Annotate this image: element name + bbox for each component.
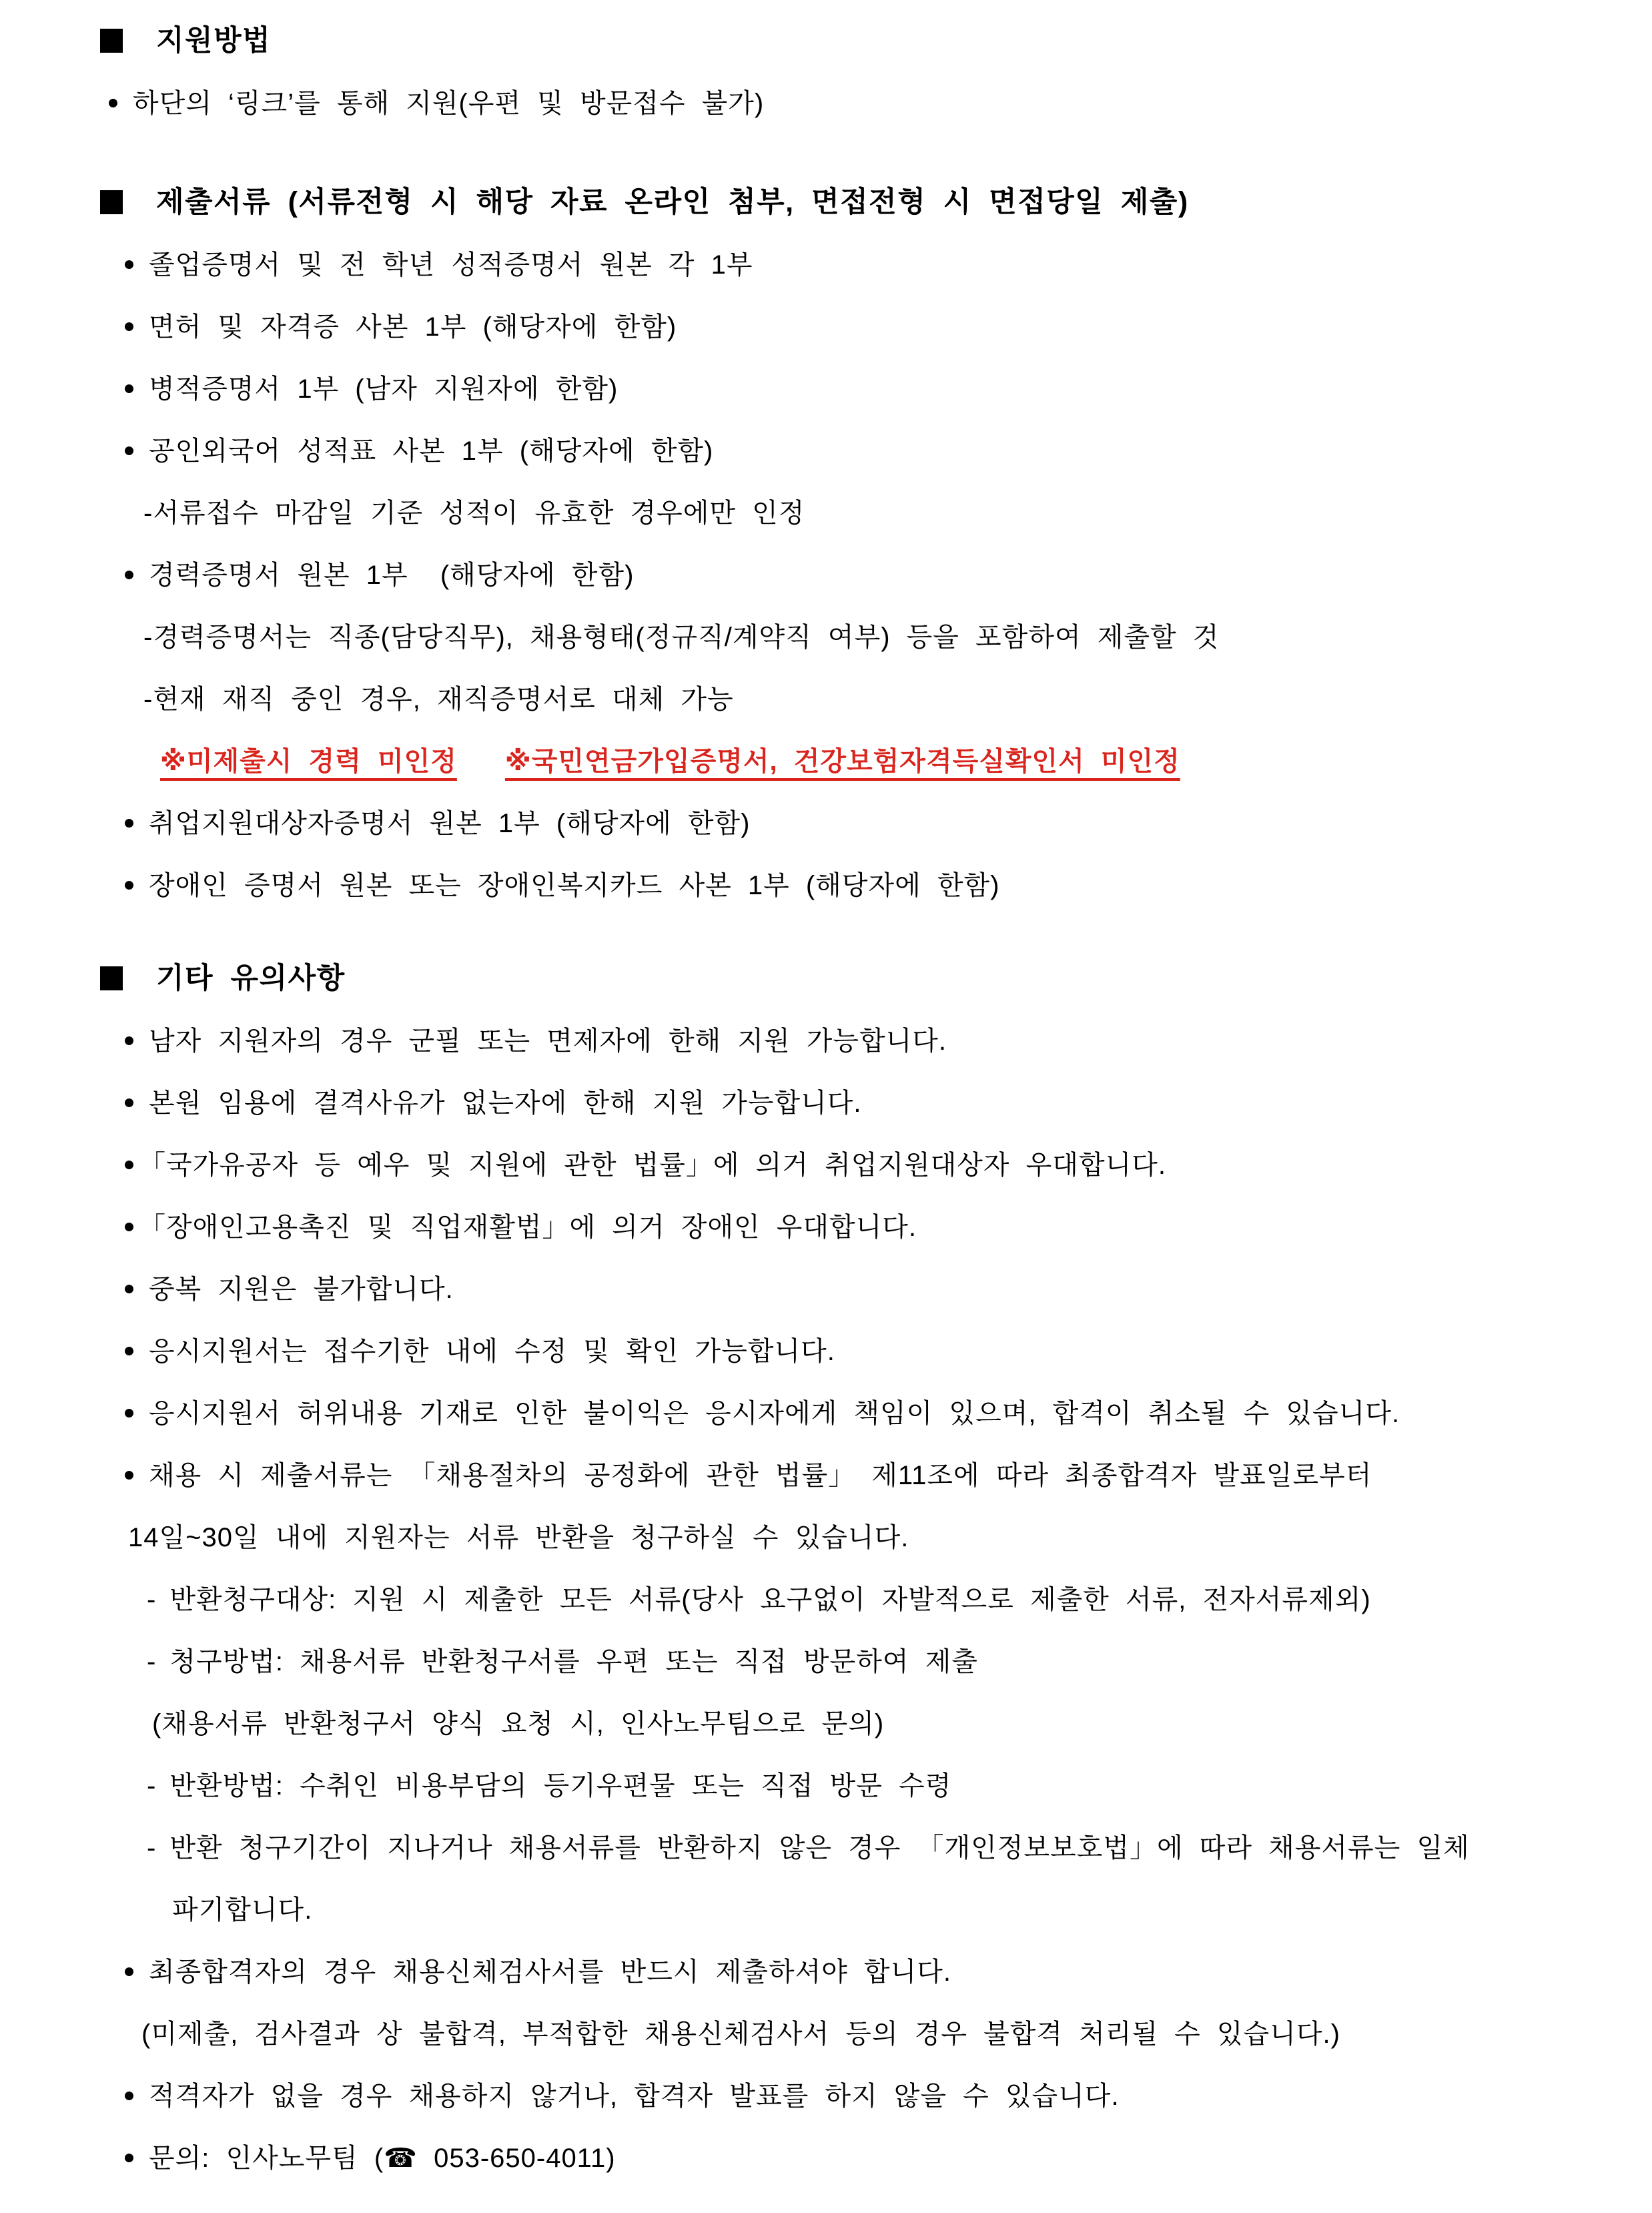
dash-icon: - — [143, 498, 153, 528]
continuation-line — [0, 1506, 1652, 1568]
bullet-item — [0, 1072, 1652, 1134]
section-title: 지원방법 — [156, 24, 272, 57]
item-text: 14일~30일 내에 지원자는 서류 반환을 청구하실 수 있습니다. — [128, 1522, 909, 1552]
bullet-dot-icon — [125, 1098, 133, 1107]
item-text: 공인외국어 성적표 사본 1부 (해당자에 한함) — [149, 436, 714, 466]
dash-icon: - — [147, 1646, 157, 1676]
section-header — [0, 947, 1652, 1010]
dash-icon: - — [143, 622, 153, 652]
bullet-dot-icon — [125, 384, 133, 393]
sub-note-item — [0, 668, 1652, 730]
bullet-item — [0, 1010, 1652, 1072]
bullet-dot-icon — [125, 1409, 133, 1417]
item-text: 반환 청구기간이 지나거나 채용서류를 반환하지 않은 경우 「개인정보보호법」에 따라 채용서류는 일체 — [169, 1833, 1470, 1863]
continuation-line — [0, 1692, 1652, 1755]
item-text: (미제출, 검사결과 상 불합격, 부적합한 채용신체검사서 등의 경우 불합격 처리될 수 있습니다.) — [141, 2019, 1340, 2049]
item-text: 반환청구대상: 지원 시 제출한 모든 서류(당사 요구없이 자발적으로 제출한 서류, 전자서류제외) — [169, 1584, 1371, 1614]
bullet-item — [0, 2065, 1652, 2127]
item-text: 서류접수 마감일 기준 성적이 유효한 경우에만 인정 — [153, 498, 805, 528]
dash-icon: - — [147, 1833, 157, 1863]
bullet-dot-icon — [125, 1967, 133, 1976]
item-text: 응시지원서 허위내용 기재로 인한 불이익은 응시자에게 책임이 있으며, 합격이 취소될 수 있습니다. — [149, 1398, 1400, 1428]
bullet-dot-icon — [125, 571, 133, 579]
item-text: 응시지원서는 접수기한 내에 수정 및 확인 가능합니다. — [149, 1336, 835, 1366]
sub-note-item — [0, 606, 1652, 668]
section-title: 기타 유의사항 — [156, 962, 346, 994]
bullet-item — [0, 358, 1652, 420]
dash-item — [0, 1817, 1652, 1879]
red-warning-segment: ※국민연금가입증명서, 건강보험자격득실확인서 미인정 — [504, 746, 1180, 776]
bullet-item — [0, 792, 1652, 854]
item-text: 청구방법: 채용서류 반환청구서를 우편 또는 직접 방문하여 제출 — [169, 1646, 978, 1676]
bullet-item — [0, 544, 1652, 606]
dash-icon: - — [147, 1771, 157, 1801]
item-text: 현재 재직 중인 경우, 재직증명서로 대체 가능 — [153, 684, 734, 714]
bullet-dot-icon — [109, 99, 117, 107]
bullet-item — [0, 2127, 1652, 2189]
bullet-dot-icon — [125, 1223, 133, 1231]
red-warning-segment: ※미제출시 경력 미인정 — [160, 746, 457, 776]
bullet-item — [0, 1444, 1652, 1506]
item-text: 장애인 증명서 원본 또는 장애인복지카드 사본 1부 (해당자에 한함) — [149, 870, 1000, 900]
item-text: 면허 및 자격증 사본 1부 (해당자에 한함) — [149, 312, 677, 342]
item-text: 문의: 인사노무팀 (☎ 053-650-4011) — [149, 2143, 616, 2173]
bullet-dot-icon — [125, 446, 133, 455]
bullet-dot-icon — [125, 1161, 133, 1169]
section-title: 제출서류 (서류전형 시 해당 자료 온라인 첨부, 면접전형 시 면접당일 제출) — [156, 186, 1189, 218]
item-text: (채용서류 반환청구서 양식 요청 시, 인사노무팀으로 문의) — [152, 1708, 885, 1738]
item-text: 졸업증명서 및 전 학년 성적증명서 원본 각 1부 — [149, 250, 753, 280]
continuation-line — [0, 1879, 1652, 1941]
sub-note-item — [0, 482, 1652, 544]
bullet-item — [0, 296, 1652, 358]
bullet-item — [0, 854, 1652, 916]
item-text: 파기합니다. — [172, 1895, 313, 1925]
section-square-icon — [100, 29, 123, 53]
bullet-dot-icon — [125, 819, 133, 828]
bullet-item — [0, 72, 1652, 134]
dash-item — [0, 1755, 1652, 1817]
dash-icon: - — [143, 684, 153, 714]
item-text: 「장애인고용촉진 및 직업재활법」에 의거 장애인 우대합니다. — [139, 1212, 917, 1242]
item-text: 중복 지원은 불가합니다. — [149, 1274, 454, 1304]
bullet-item — [0, 1382, 1652, 1444]
bullet-item — [0, 420, 1652, 482]
continuation-line — [0, 2003, 1652, 2065]
item-text: 채용 시 제출서류는 「채용절차의 공정화에 관한 법률」 제11조에 따라 최종합격자 발표일로부터 — [149, 1460, 1372, 1490]
bullet-dot-icon — [125, 1285, 133, 1293]
bullet-dot-icon — [125, 1347, 133, 1355]
bullet-dot-icon — [125, 322, 133, 331]
bullet-item — [0, 1941, 1652, 2003]
item-text: 경력증명서는 직종(담당직무), 채용형태(정규직/계약직 여부) 등을 포함하여 제출할 것 — [153, 622, 1220, 652]
bullet-dot-icon — [125, 2154, 133, 2162]
bullet-item — [0, 1258, 1652, 1320]
dash-item — [0, 1630, 1652, 1692]
section-header — [0, 171, 1652, 234]
bullet-dot-icon — [125, 1471, 133, 1480]
section-square-icon — [100, 966, 123, 990]
dash-item — [0, 1568, 1652, 1630]
bullet-dot-icon — [125, 881, 133, 890]
dash-icon: - — [147, 1584, 157, 1614]
item-text: 본원 임용에 결격사유가 없는자에 한해 지원 가능합니다. — [149, 1088, 862, 1118]
item-text: 취업지원대상자증명서 원본 1부 (해당자에 한함) — [149, 808, 751, 838]
item-text: 최종합격자의 경우 채용신체검사서를 반드시 제출하셔야 합니다. — [149, 1957, 951, 1987]
bullet-dot-icon — [125, 1036, 133, 1045]
item-text: 남자 지원자의 경우 군필 또는 면제자에 한해 지원 가능합니다. — [149, 1026, 947, 1056]
bullet-item — [0, 234, 1652, 296]
bullet-item — [0, 1320, 1652, 1382]
document-body — [0, 9, 1652, 2189]
item-text: 병적증명서 1부 (남자 지원자에 한함) — [149, 374, 618, 404]
bullet-item — [0, 1196, 1652, 1258]
red-warning-note — [0, 730, 1652, 792]
bullet-dot-icon — [125, 260, 133, 269]
section-square-icon — [100, 190, 123, 214]
section-header — [0, 9, 1652, 72]
item-text: 반환방법: 수취인 비용부담의 등기우편물 또는 직접 방문 수령 — [169, 1771, 952, 1801]
bullet-item — [0, 1134, 1652, 1196]
item-text: 하단의 ‘링크’를 통해 지원(우편 및 방문접수 불가) — [133, 88, 765, 118]
item-text: 「국가유공자 등 예우 및 지원에 관한 법률」에 의거 취업지원대상자 우대합니다. — [139, 1150, 1166, 1180]
item-text: 적격자가 없을 경우 채용하지 않거나, 합격자 발표를 하지 않을 수 있습니다. — [149, 2081, 1120, 2111]
item-text: 경력증명서 원본 1부 (해당자에 한함) — [149, 560, 635, 590]
bullet-dot-icon — [125, 2092, 133, 2100]
